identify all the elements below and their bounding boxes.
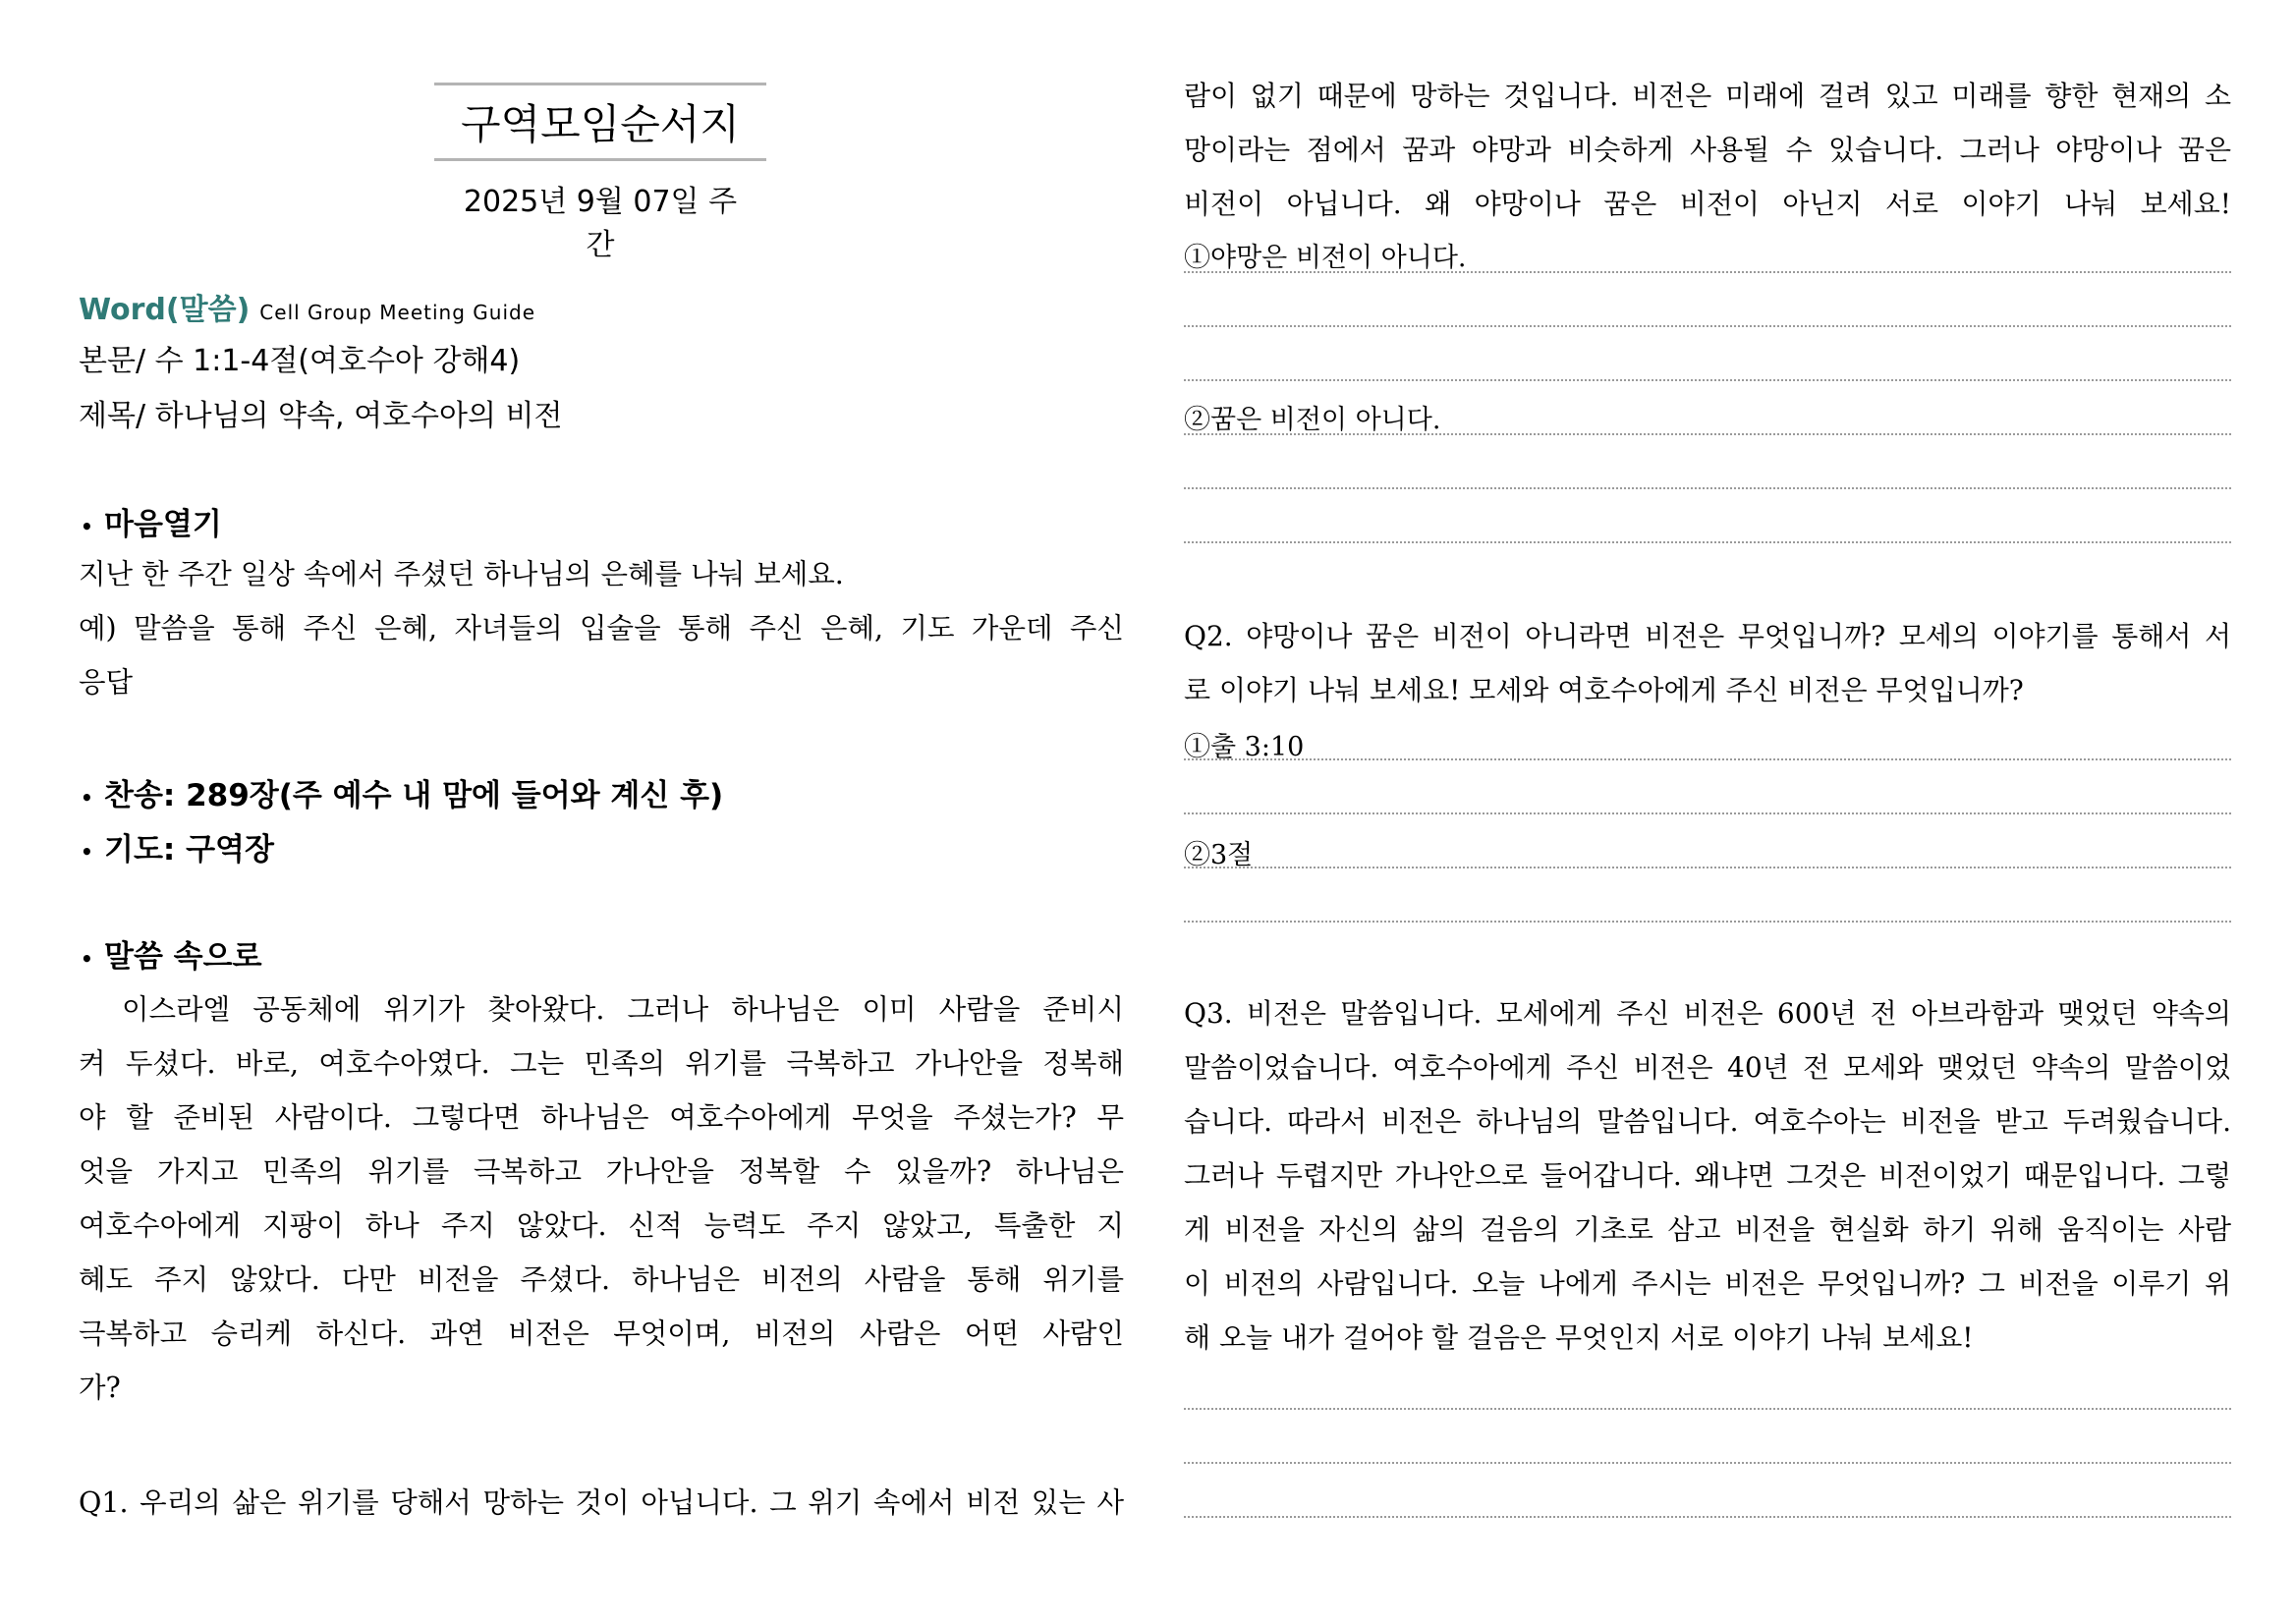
bullet-icon: • [81, 514, 93, 538]
body-line: 켜 두셨다. 바로, 여호수아였다. 그는 민족의 위기를 극복하고 가나안을 정복해 [79, 1047, 1124, 1080]
q1-start [79, 1476, 1124, 1530]
week-date: 2025년 9월 07일 주간 [463, 185, 738, 262]
answer-line[interactable] [1184, 1516, 2231, 1518]
q2-text [1184, 609, 2231, 717]
into-word-heading: • 말씀 속으로 [81, 939, 262, 975]
body-line: 야 할 준비된 사람이다. 그렇다면 하나님은 여호수아에게 무엇을 주셨는가? 무 [79, 1101, 1124, 1134]
q3-line: 그러나 두렵지만 가나안으로 들어갑니다. 왜냐면 그것은 비전이었기 때문입니다. 그렇 [1184, 1159, 2231, 1192]
sermon-title: 제목/ 하나님의 약속, 여호수아의 비전 [79, 399, 563, 433]
answer-line[interactable] [1184, 487, 2231, 489]
q1-line: 람이 없기 때문에 망하는 것입니다. 비전은 미래에 걸려 있고 미래를 향한 현재의 소 [1184, 80, 2231, 112]
bullet-icon: • [81, 785, 93, 810]
answer-line[interactable] [1184, 921, 2231, 923]
answer-line[interactable] [1184, 1408, 2231, 1410]
opening-text [79, 547, 1124, 709]
answer-label: ②3절 [1184, 840, 1254, 870]
passage: 본문/ 수 1:1-4절(여호수아 강해4) [79, 344, 521, 378]
q1-continued [1184, 69, 2231, 231]
answer-line[interactable] [1184, 271, 2231, 273]
prayer-line: • 기도: 구역장 [81, 832, 274, 868]
body-line: 이스라엘 공동체에 위기가 찾아왔다. 그러나 하나님은 이미 사람을 준비시 [122, 993, 1124, 1026]
body-line: 혜도 주지 않았다. 다만 비전을 주셨다. 하나님은 비전의 사람을 통해 위기를 [79, 1263, 1124, 1296]
answer-line[interactable] [1184, 1462, 2231, 1464]
q2-line: 로 이야기 나눠 보세요! 모세와 여호수아에게 주신 비전은 무엇입니까? [1184, 674, 2024, 706]
answer-line[interactable] [1184, 433, 2231, 435]
body-line: 여호수아에게 지팡이 하나 주지 않았다. 신적 능력도 주지 않았고, 특출한 지 [79, 1209, 1124, 1242]
body-line: 극복하고 승리케 하신다. 과연 비전은 무엇이며, 비전의 사람은 어떤 사람인 [79, 1317, 1124, 1350]
word-section-header [79, 285, 535, 328]
q3-line: 이 비전의 사람입니다. 오늘 나에게 주시는 비전은 무엇입니까? 그 비전을 이루기 위 [1184, 1267, 2231, 1300]
q2-line: Q2. 야망이나 꿈은 비전이 아니라면 비전은 무엇입니까? 모세의 이야기를 통해서 서 [1184, 620, 2231, 652]
guide-subtitle: Cell Group Meeting Guide [259, 301, 536, 324]
q3-line: 해 오늘 내가 걸어야 할 걸음은 무엇인지 서로 이야기 나눠 보세요! [1184, 1321, 1974, 1354]
answer-label: ①야망은 비전이 아니다. [1184, 243, 1467, 273]
q3-line: 습니다. 따라서 비전은 하나님의 말씀입니다. 여호수아는 비전을 받고 두려웠습니다. [1184, 1105, 2231, 1138]
q3-line: Q3. 비전은 말씀입니다. 모세에게 주신 비전은 600년 전 아브라함과 맺었던 약속의 [1184, 997, 2231, 1030]
body-line: 엇을 가지고 민족의 위기를 극복하고 가나안을 정복할 수 있을까? 하나님은 [79, 1155, 1124, 1188]
hymn-line: • 찬송: 289장(주 예수 내 맘에 들어와 계신 후) [81, 778, 724, 813]
body-line: 가? [79, 1372, 121, 1404]
page-title: 구역모임순서지 [434, 83, 766, 161]
opening-line: 지난 한 주간 일상 속에서 주셨던 하나님의 은혜를 나눠 보세요. [79, 558, 844, 590]
into-word-text [79, 982, 1124, 1415]
answer-line[interactable] [1184, 812, 2231, 814]
answer-line[interactable] [1184, 867, 2231, 868]
bullet-icon: • [81, 946, 93, 971]
answer-label: ①출 3:10 [1184, 732, 1305, 762]
q3-line: 말씀이었습니다. 여호수아에게 주신 비전은 40년 전 모세와 맺었던 약속의 말씀이었 [1184, 1051, 2231, 1084]
answer-line[interactable] [1184, 379, 2231, 381]
answer-line[interactable] [1184, 325, 2231, 327]
opening-line: 예) 말씀을 통해 주신 은혜, 자녀들의 입술을 통해 주신 은혜, 기도 가운데 주신 [79, 612, 1124, 644]
q1-line: Q1. 우리의 삶은 위기를 당해서 망하는 것이 아닙니다. 그 위기 속에서 비전 있는 사 [79, 1486, 1124, 1519]
q3-text [1184, 986, 2231, 1365]
opening-line: 응답 [79, 666, 134, 699]
q1-line: 비전이 아닙니다. 왜 야망이나 꿈은 비전이 아닌지 서로 이야기 나눠 보세요! [1184, 188, 2231, 220]
answer-line[interactable] [1184, 541, 2231, 543]
opening-heading: • 마음열기 [81, 507, 222, 542]
answer-label: ②꿈은 비전이 아니다. [1184, 405, 1441, 435]
answer-line[interactable] [1184, 758, 2231, 760]
word-label: Word(말씀) [79, 293, 251, 327]
q3-line: 게 비전을 자신의 삶의 걸음의 기초로 삼고 비전을 현실화 하기 위해 움직이는 사람 [1184, 1213, 2231, 1246]
bullet-icon: • [81, 839, 93, 864]
q1-line: 망이라는 점에서 꿈과 야망과 비슷하게 사용될 수 있습니다. 그러나 야망이나 꿈은 [1184, 134, 2231, 166]
